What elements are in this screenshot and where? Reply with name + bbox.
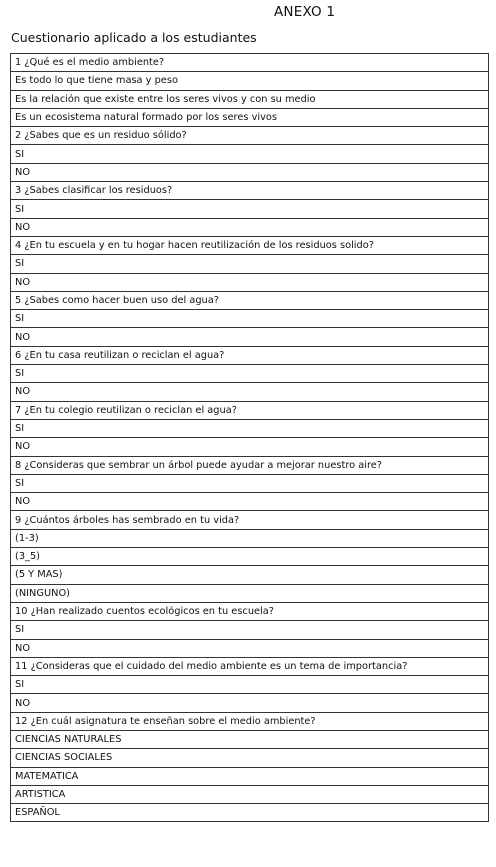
table-row xyxy=(11,712,489,730)
question-cell: 7 ¿En tu colegio reutilizan o reciclan el agua? xyxy=(11,401,489,419)
answer-option-cell: SI xyxy=(11,200,489,218)
answer-option-cell: NO xyxy=(11,639,489,657)
table-row xyxy=(11,127,489,145)
table-row xyxy=(11,804,489,822)
table-row xyxy=(11,365,489,383)
answer-option-cell: NO xyxy=(11,328,489,346)
questionnaire-table xyxy=(10,53,489,822)
table-row xyxy=(11,54,489,72)
table-row xyxy=(11,328,489,346)
answer-option-cell: NO xyxy=(11,694,489,712)
answer-option-cell: Es todo lo que tiene masa y peso xyxy=(11,72,489,90)
answer-option-cell: CIENCIAS NATURALES xyxy=(11,730,489,748)
answer-option-cell: Es un ecosistema natural formado por los seres vivos xyxy=(11,108,489,126)
table-row xyxy=(11,255,489,273)
answer-option-cell: (3_5) xyxy=(11,548,489,566)
table-row xyxy=(11,474,489,492)
answer-option-cell: NO xyxy=(11,273,489,291)
table-row xyxy=(11,273,489,291)
table-row xyxy=(11,310,489,328)
question-cell: 12 ¿En cuál asignatura te enseñan sobre el medio ambiente? xyxy=(11,712,489,730)
table-row xyxy=(11,291,489,309)
table-row xyxy=(11,730,489,748)
answer-option-cell: CIENCIAS SOCIALES xyxy=(11,749,489,767)
table-row xyxy=(11,346,489,364)
question-cell: 8 ¿Consideras que sembrar un árbol puede ayudar a mejorar nuestro aire? xyxy=(11,456,489,474)
table-row xyxy=(11,419,489,437)
answer-option-cell: NO xyxy=(11,163,489,181)
answer-option-cell: (5 Y MAS) xyxy=(11,566,489,584)
table-row xyxy=(11,383,489,401)
answer-option-cell: NO xyxy=(11,438,489,456)
answer-option-cell: SI xyxy=(11,365,489,383)
table-row xyxy=(11,200,489,218)
table-row xyxy=(11,218,489,236)
table-row xyxy=(11,438,489,456)
questionnaire-table-body xyxy=(11,54,489,822)
table-row xyxy=(11,493,489,511)
question-cell: 6 ¿En tu casa reutilizan o reciclan el agua? xyxy=(11,346,489,364)
table-row xyxy=(11,72,489,90)
table-row xyxy=(11,182,489,200)
question-cell: 4 ¿En tu escuela y en tu hogar hacen reutilización de los residuos solido? xyxy=(11,236,489,254)
table-row xyxy=(11,529,489,547)
answer-option-cell: MATEMATICA xyxy=(11,767,489,785)
answer-option-cell: (1-3) xyxy=(11,529,489,547)
answer-option-cell: SI xyxy=(11,145,489,163)
question-cell: 2 ¿Sabes que es un residuo sólido? xyxy=(11,127,489,145)
table-row xyxy=(11,676,489,694)
annex-title: ANEXO 1 xyxy=(274,4,336,20)
table-row xyxy=(11,767,489,785)
answer-option-cell: SI xyxy=(11,621,489,639)
question-cell: 1 ¿Qué es el medio ambiente? xyxy=(11,54,489,72)
table-row xyxy=(11,584,489,602)
table-row xyxy=(11,456,489,474)
table-row xyxy=(11,108,489,126)
table-row xyxy=(11,657,489,675)
question-cell: 9 ¿Cuántos árboles has sembrado en tu vida? xyxy=(11,511,489,529)
table-row xyxy=(11,566,489,584)
table-row xyxy=(11,749,489,767)
question-cell: 10 ¿Han realizado cuentos ecológicos en tu escuela? xyxy=(11,602,489,620)
answer-option-cell: SI xyxy=(11,676,489,694)
answer-option-cell: SI xyxy=(11,255,489,273)
table-row xyxy=(11,163,489,181)
answer-option-cell: SI xyxy=(11,474,489,492)
table-row xyxy=(11,602,489,620)
question-cell: 5 ¿Sabes como hacer buen uso del agua? xyxy=(11,291,489,309)
answer-option-cell: ESPAÑOL xyxy=(11,804,489,822)
answer-option-cell: NO xyxy=(11,218,489,236)
table-row xyxy=(11,639,489,657)
table-row xyxy=(11,90,489,108)
answer-option-cell: SI xyxy=(11,310,489,328)
answer-option-cell: SI xyxy=(11,419,489,437)
table-row xyxy=(11,145,489,163)
question-cell: 11 ¿Consideras que el cuidado del medio ambiente es un tema de importancia? xyxy=(11,657,489,675)
answer-option-cell: ARTISTICA xyxy=(11,785,489,803)
table-row xyxy=(11,785,489,803)
questionnaire-subtitle: Cuestionario aplicado a los estudiantes xyxy=(11,30,257,45)
answer-option-cell: Es la relación que existe entre los seres vivos y con su medio xyxy=(11,90,489,108)
question-cell: 3 ¿Sabes clasificar los residuos? xyxy=(11,182,489,200)
table-row xyxy=(11,511,489,529)
table-row xyxy=(11,694,489,712)
table-row xyxy=(11,548,489,566)
answer-option-cell: NO xyxy=(11,383,489,401)
table-row xyxy=(11,236,489,254)
table-row xyxy=(11,401,489,419)
answer-option-cell: (NINGUNO) xyxy=(11,584,489,602)
table-row xyxy=(11,621,489,639)
answer-option-cell: NO xyxy=(11,493,489,511)
